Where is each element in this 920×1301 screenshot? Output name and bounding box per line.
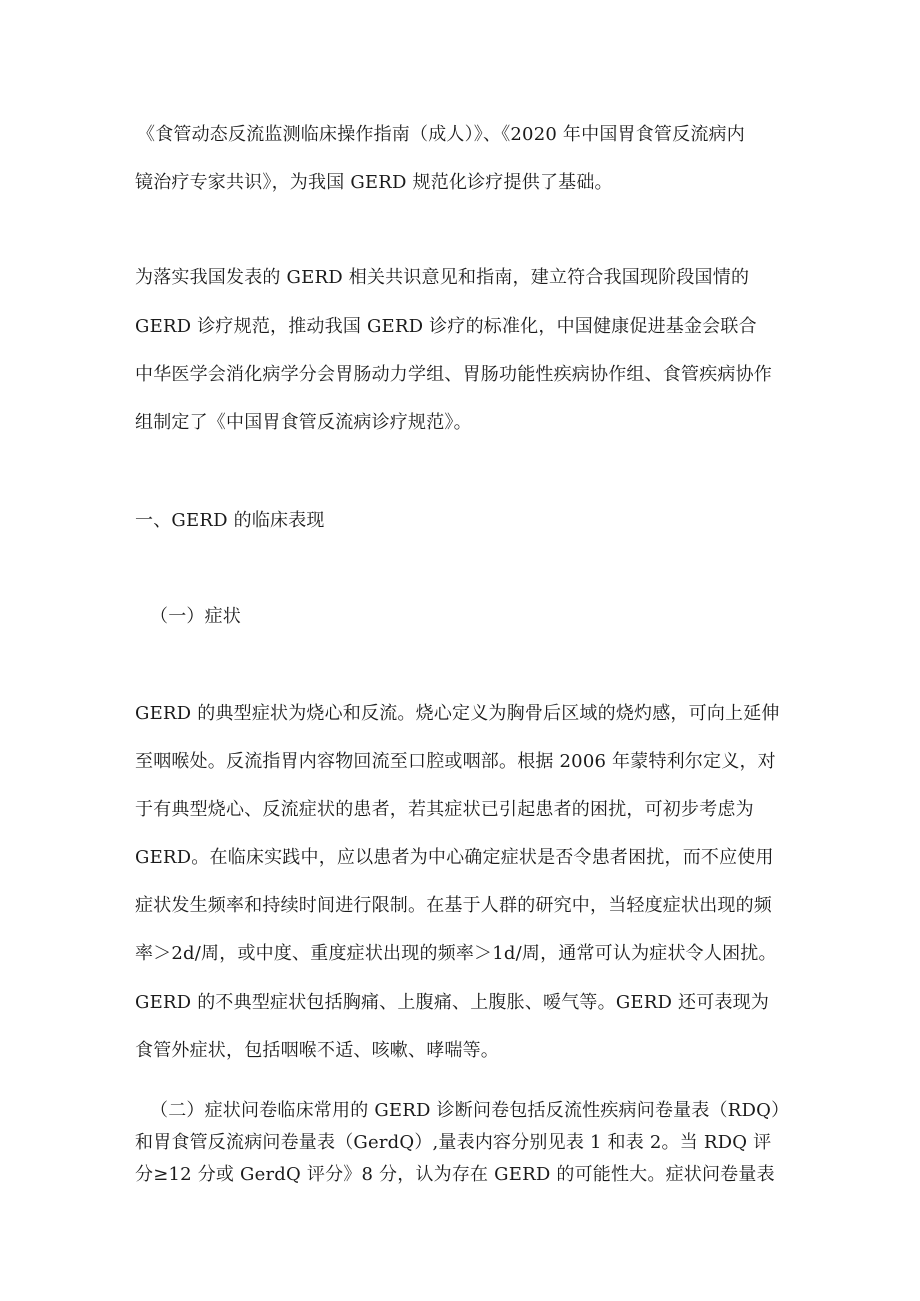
para4-line-3: 分≥12 分或 GerdQ 评分》8 分，认为存在 GERD 的可能性大。症状问卷量表 [135,1164,775,1185]
para2-line-1: 为落实我国发表的 GERD 相关共识意见和指南，建立符合我国现阶段国情的 [135,267,750,288]
para3-line-1: GERD 的典型症状为烧心和反流。烧心定义为胸骨后区域的烧灼感，可向上延伸 [135,703,780,724]
para4-line-2: 和胃食管反流病问卷量表（GerdQ）,量表内容分别见表 1 和表 2。当 RDQ 评 [135,1132,772,1153]
section-heading: 一、GERD 的临床表现 [135,510,325,531]
subsection-heading: （一）症状 [150,606,241,627]
para1-line-2: 镜治疗专家共识》，为我国 GERD 规范化诊疗提供了基础。 [135,172,613,193]
para1-line-1: 《食管动态反流监测临床操作指南（成人）》、《2020 年中国胃食管反流病内 [137,124,745,145]
para2-line-4: 组制定了《中国胃食管反流病诊疗规范》。 [135,412,472,433]
para3-line-6: 率＞2d/周，或中度、重度症状出现的频率＞1d/周，通常可认为症状令人困扰。 [135,943,777,964]
para3-line-8: 食管外症状，包括咽喉不适、咳嗽、哮喘等。 [135,1040,499,1061]
para3-line-3: 于有典型烧心、反流症状的患者，若其症状已引起患者的困扰，可初步考虑为 [135,799,754,820]
para4-line-1: （二）症状问卷临床常用的 GERD 诊断问卷包括反流性疾病问卷量表（RDQ） [150,1100,790,1121]
para3-line-2: 至咽喉处。反流指胃内容物回流至口腔或咽部。根据 2006 年蒙特利尔定义，对 [135,751,776,772]
para2-line-3: 中华医学会消化病学分会胃肠动力学组、胃肠功能性疾病协作组、食管疾病协作 [135,364,772,385]
para2-line-2: GERD 诊疗规范，推动我国 GERD 诊疗的标准化，中国健康促进基金会联合 [135,316,757,337]
para3-line-4: GERD。在临床实践中，应以患者为中心确定症状是否令患者困扰，而不应使用 [135,847,774,868]
para3-line-5: 症状发生频率和持续时间进行限制。在基于人群的研究中，当轻度症状出现的频 [135,895,772,916]
para3-line-7: GERD 的不典型症状包括胸痛、上腹痛、上腹胀、嗳气等。GERD 还可表现为 [135,992,770,1013]
